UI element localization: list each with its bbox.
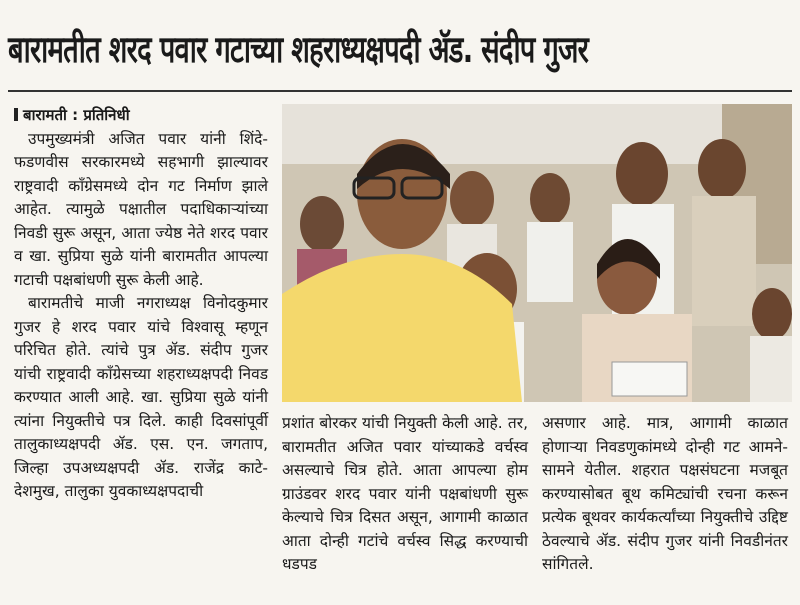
paragraph-1: उपमुख्यमंत्री अजित पवार यांनी शिंदे- फडणवीस सरकारमध्ये सहभागी झाल्यावर राष्ट्रवादी काँग्रेसमध्ये दोन गट निर्माण झाले आहेत. त्यामुळे पक्षातील पदाधिकाऱ्यांच्या निवडी सुरू असून, आता ज्येष्ठ नेते शरद पवार व खा. सुप्रिया सुळे यांनी बारामतीत आपल्या गटाची पक्षबांधणी सुरू केली आहे. (14, 129, 268, 289)
paragraph-2: बारामतीचे माजी नगराध्यक्ष विनोदकुमार गुजर हे शरद पवार यांचे विश्वासू म्हणून परिचित होते. त्यांचे पुत्र ॲड. संदीप गुजर यांची राष्ट्रवादी काँग्रेसच्या शहराध्यक्षपदी निवड करण्यात आली आहे. खा. सुप्रिया सुळे यांनी त्यांना नियुक्तीचे पत्र दिले. काही दिवसांपूर्वी तालुकाध्यक्षपदी ॲड. एस. एन. जगताप, जिल्हा उपअध्यक्षपदी ॲड. राजेंद्र काटे-देशमुख, तालुका युवकाध्यक्षपदाची (14, 294, 268, 500)
dateline-text: बारामती : प्रतिनिधी (23, 106, 130, 124)
dateline (14, 104, 268, 128)
headline-rule (8, 90, 792, 92)
article-column-2 (282, 412, 528, 577)
article-column-1 (14, 104, 268, 504)
paragraph-3: प्रशांत बोरकर यांची नियुक्ती केली आहे. तर, बारामतीत अजित पवार यांच्याकडे वर्चस्व असल्याचे चित्र होते. आता आपल्या होम ग्राउंडवर शरद पवार यांनी पक्षबांधणी सुरू केल्याचे चित्र दिसत असून, आगामी काळात आता दोन्ही गटांचे वर्चस्व सिद्ध करण्याची धडपड (282, 414, 528, 573)
headline: बारामतीत शरद पवार गटाच्या शहराध्यक्षपदी ॲड. संदीप गुजर (8, 28, 589, 71)
paragraph-4: असणार आहे. मात्र, आगामी काळात होणाऱ्या निवडणुकांमध्ये दोन्ही गट आमने- सामने येतील. शहरात पक्षसंघटना मजबूत करण्यासोबत बूथ कमिट्यांची रचना करून प्रत्येक बूथवर कार्यकर्त्यांच्या नियुक्तीचे उद्दिष्ट ठेवल्याचे ॲड. संदीप गुजर यांनी निवडीनंतर सांगितले. (542, 414, 788, 573)
photo-illustration (282, 104, 792, 402)
dateline-marker (14, 108, 18, 121)
news-photo (282, 104, 792, 402)
article-column-3 (542, 412, 788, 577)
